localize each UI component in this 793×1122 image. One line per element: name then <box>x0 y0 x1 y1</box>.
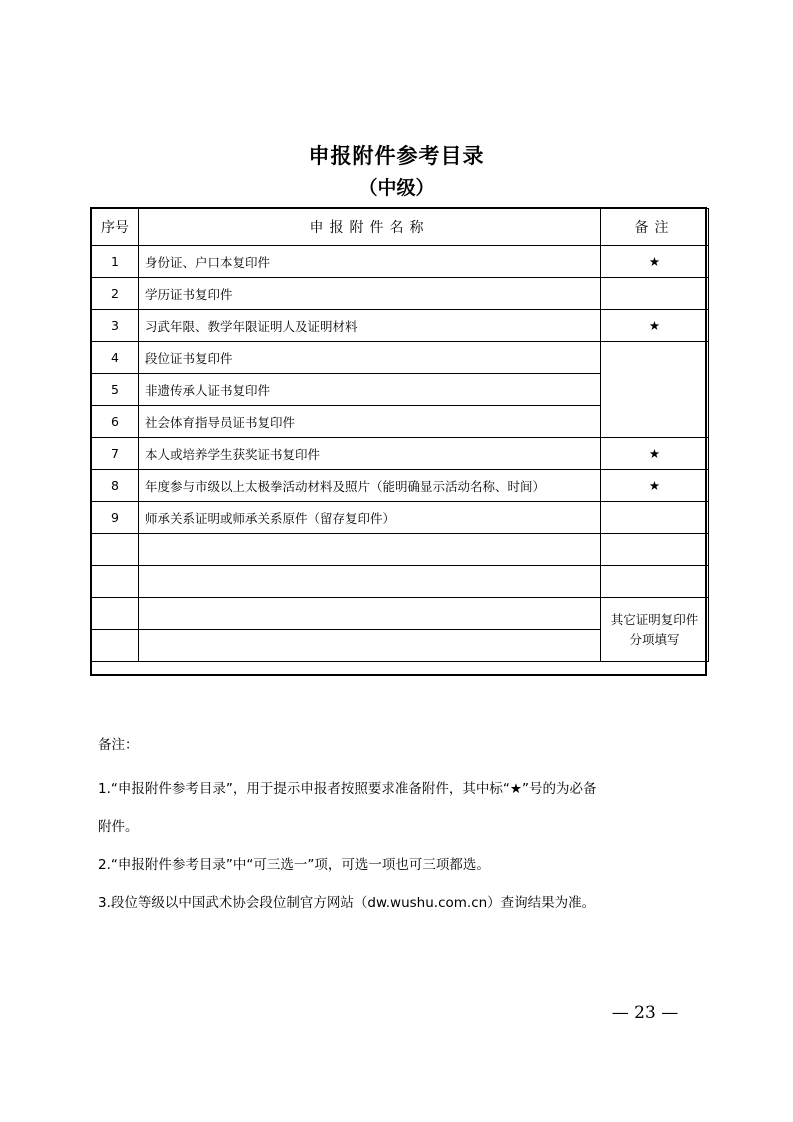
empty-row <box>92 534 709 566</box>
empty-cell <box>601 534 709 566</box>
empty-row <box>92 566 709 598</box>
header-note: 备注 <box>601 209 709 246</box>
row-name: 段位证书复印件 <box>139 342 601 374</box>
required-star: ★ <box>601 470 709 502</box>
empty-cell <box>139 630 601 662</box>
page-number: — 23 — <box>611 1003 679 1023</box>
page-subtitle: （中级） <box>358 177 435 199</box>
row-name: 习武年限、教学年限证明人及证明材料 <box>139 310 601 342</box>
row-name: 师承关系证明或师承关系原件（留存复印件） <box>139 502 601 534</box>
table-row <box>92 438 709 470</box>
row-num: 5 <box>92 374 139 406</box>
empty-cell <box>92 534 139 566</box>
row-num: 4 <box>92 342 139 374</box>
notes-section <box>98 735 718 913</box>
header-name: 申报附件名称 <box>139 209 601 246</box>
table-row <box>92 246 709 278</box>
table-row <box>92 502 709 534</box>
row-num: 8 <box>92 470 139 502</box>
empty-cell <box>139 566 601 598</box>
required-star: ★ <box>601 246 709 278</box>
table-row <box>92 278 709 310</box>
empty-cell <box>92 566 139 598</box>
required-star: ★ <box>601 310 709 342</box>
row-name: 年度参与市级以上太极拳活动材料及照片（能明确显示活动名称、时间） <box>139 470 601 502</box>
table-row <box>92 342 709 374</box>
attachments-table <box>91 208 709 662</box>
note-item-3: 3.段位等级以中国武术协会段位制官方网站（dw.wushu.com.cn）查询结果为准。 <box>98 895 596 911</box>
other-proof-note-cell <box>601 598 709 662</box>
row-num: 6 <box>92 406 139 438</box>
required-star: ★ <box>601 438 709 470</box>
row-num: 2 <box>92 278 139 310</box>
other-proof-note: 其它证明复印件分项填写 <box>610 611 699 647</box>
merged-note-cell <box>601 342 709 438</box>
row-num: 7 <box>92 438 139 470</box>
table-header-row <box>92 209 709 246</box>
empty-cell <box>139 598 601 630</box>
row-name: 本人或培养学生获奖证书复印件 <box>139 438 601 470</box>
note-item-1-line-1: 1.“申报附件参考目录”，用于提示申报者按照要求准备附件，其中标“★”号的为必备 <box>98 781 597 797</box>
row-num: 3 <box>92 310 139 342</box>
empty-row <box>92 598 709 630</box>
table-row <box>92 470 709 502</box>
empty-cell <box>92 630 139 662</box>
empty-cell <box>601 566 709 598</box>
table-row <box>92 310 709 342</box>
row-note <box>601 278 709 310</box>
empty-cell <box>92 598 139 630</box>
row-num: 9 <box>92 502 139 534</box>
row-name: 非遗传承人证书复印件 <box>139 374 601 406</box>
header-num: 序号 <box>92 209 139 246</box>
page-title: 申报附件参考目录 <box>308 143 485 168</box>
row-name: 社会体育指导员证书复印件 <box>139 406 601 438</box>
note-item-2: 2.“申报附件参考目录”中“可三选一”项，可选一项也可三项都选。 <box>98 857 490 873</box>
empty-cell <box>139 534 601 566</box>
notes-heading: 备注： <box>98 737 139 753</box>
row-name: 身份证、户口本复印件 <box>139 246 601 278</box>
row-note <box>601 502 709 534</box>
note-item-1-line-2: 附件。 <box>98 819 139 835</box>
row-name: 学历证书复印件 <box>139 278 601 310</box>
row-num: 1 <box>92 246 139 278</box>
